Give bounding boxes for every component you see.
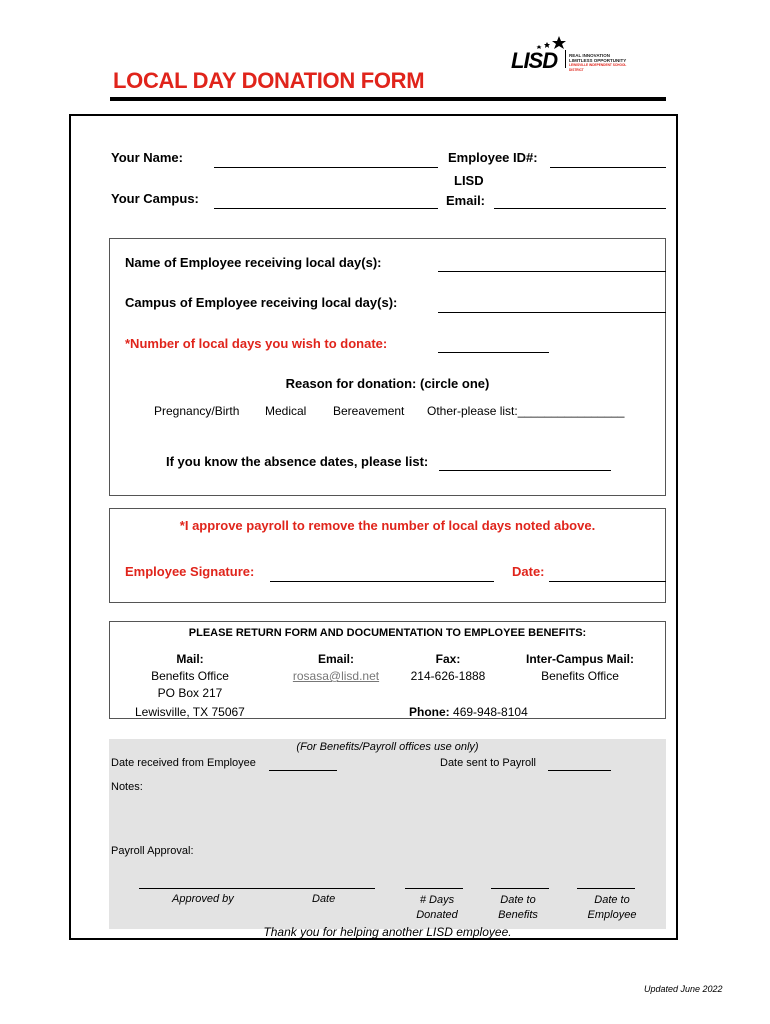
logo-tagline-3: LEWISVILLE INDEPENDENT SCHOOL DISTRICT xyxy=(569,63,627,72)
office-use-note: (For Benefits/Payroll offices use only) xyxy=(296,741,479,753)
col-date: Date xyxy=(312,893,336,905)
col-benefits-2: Benefits xyxy=(498,909,538,921)
mail-line-1: Benefits Office xyxy=(151,669,229,683)
mail-label: Mail: xyxy=(176,652,204,666)
phone-value: 469-948-8104 xyxy=(453,705,528,719)
date-to-employee-line[interactable] xyxy=(577,888,635,889)
your-name-label: Your Name: xyxy=(111,150,183,165)
col-days-1: # Days xyxy=(419,894,455,906)
signature-date-field[interactable] xyxy=(549,581,666,582)
recipient-name-label: Name of Employee receiving local day(s): xyxy=(125,255,382,270)
col-days-2: Donated xyxy=(416,909,458,921)
phone-row xyxy=(409,705,528,719)
logo-tagline-1: REAL INNOVATION xyxy=(569,53,611,58)
days-donated-line[interactable] xyxy=(405,888,463,889)
absence-dates-field[interactable] xyxy=(439,470,611,471)
reason-option-other[interactable]: Other-please list:________________ xyxy=(427,404,625,418)
lisd-email-label-2: Email: xyxy=(446,193,486,208)
email-link[interactable]: rosasa@lisd.net xyxy=(292,669,380,683)
mail-column xyxy=(120,651,260,702)
lisd-email-field[interactable] xyxy=(494,208,666,209)
col-employee-1: Date to xyxy=(594,894,630,906)
phone-label: Phone: xyxy=(409,705,450,719)
reason-option-medical[interactable]: Medical xyxy=(265,404,307,418)
lisd-logo xyxy=(511,34,641,74)
recipient-campus-field[interactable] xyxy=(438,312,666,313)
signature-field[interactable] xyxy=(270,581,494,582)
recipient-name-field[interactable] xyxy=(438,271,666,272)
date-received-label: Date received from Employee xyxy=(111,757,256,769)
your-campus-field[interactable] xyxy=(214,208,438,209)
your-name-field[interactable] xyxy=(214,167,438,168)
date-to-benefits-line[interactable] xyxy=(491,888,549,889)
intercampus-value: Benefits Office xyxy=(541,669,619,683)
updated-date: Updated June 2022 xyxy=(644,984,723,994)
email-label: Email: xyxy=(317,652,354,666)
col-benefits-1: Date to xyxy=(500,894,536,906)
reason-title: Reason for donation: (circle one) xyxy=(285,376,490,391)
approval-statement: *I approve payroll to remove the number of local days noted above. xyxy=(179,518,596,533)
absence-dates-label: If you know the absence dates, please list: xyxy=(166,454,429,469)
intercampus-label: Inter-Campus Mail: xyxy=(525,652,634,666)
approved-by-line[interactable] xyxy=(139,888,375,889)
logo-tagline-2: LIMITLESS OPPORTUNITY xyxy=(569,58,627,63)
mail-line-3: Lewisville, TX 75067 xyxy=(135,705,245,719)
days-donate-label: *Number of local days you wish to donate: xyxy=(125,336,388,351)
employee-id-field[interactable] xyxy=(550,167,666,168)
date-received-field[interactable] xyxy=(269,770,337,771)
fax-label: Fax: xyxy=(435,652,461,666)
notes-label: Notes: xyxy=(111,781,143,793)
payroll-approval-label: Payroll Approval: xyxy=(111,845,194,857)
lisd-email-label-1: LISD xyxy=(454,173,484,188)
signature-label: Employee Signature: xyxy=(125,564,255,579)
title-rule xyxy=(110,97,666,101)
your-campus-label: Your Campus: xyxy=(111,191,199,206)
reason-option-bereavement[interactable]: Bereavement xyxy=(333,404,405,418)
signature-date-label: Date: xyxy=(512,564,545,579)
thank-you-note: Thank you for helping another LISD employee. xyxy=(263,925,512,939)
reason-option-pregnancy[interactable]: Pregnancy/Birth xyxy=(154,404,240,418)
days-donate-field[interactable] xyxy=(438,352,549,353)
col-approved-by: Approved by xyxy=(172,893,234,905)
col-employee-2: Employee xyxy=(587,909,637,921)
fax-value: 214-626-1888 xyxy=(410,669,486,683)
logo-mark: LISD xyxy=(511,48,558,73)
employee-id-label: Employee ID#: xyxy=(448,150,538,165)
return-heading: PLEASE RETURN FORM AND DOCUMENTATION TO EMPLOYEE BENEFITS: xyxy=(188,627,587,639)
recipient-campus-label: Campus of Employee receiving local day(s): xyxy=(125,295,398,310)
date-sent-field[interactable] xyxy=(548,770,611,771)
date-sent-label: Date sent to Payroll xyxy=(440,757,536,769)
mail-line-2: PO Box 217 xyxy=(157,686,223,700)
page-title: LOCAL DAY DONATION FORM xyxy=(113,68,425,93)
